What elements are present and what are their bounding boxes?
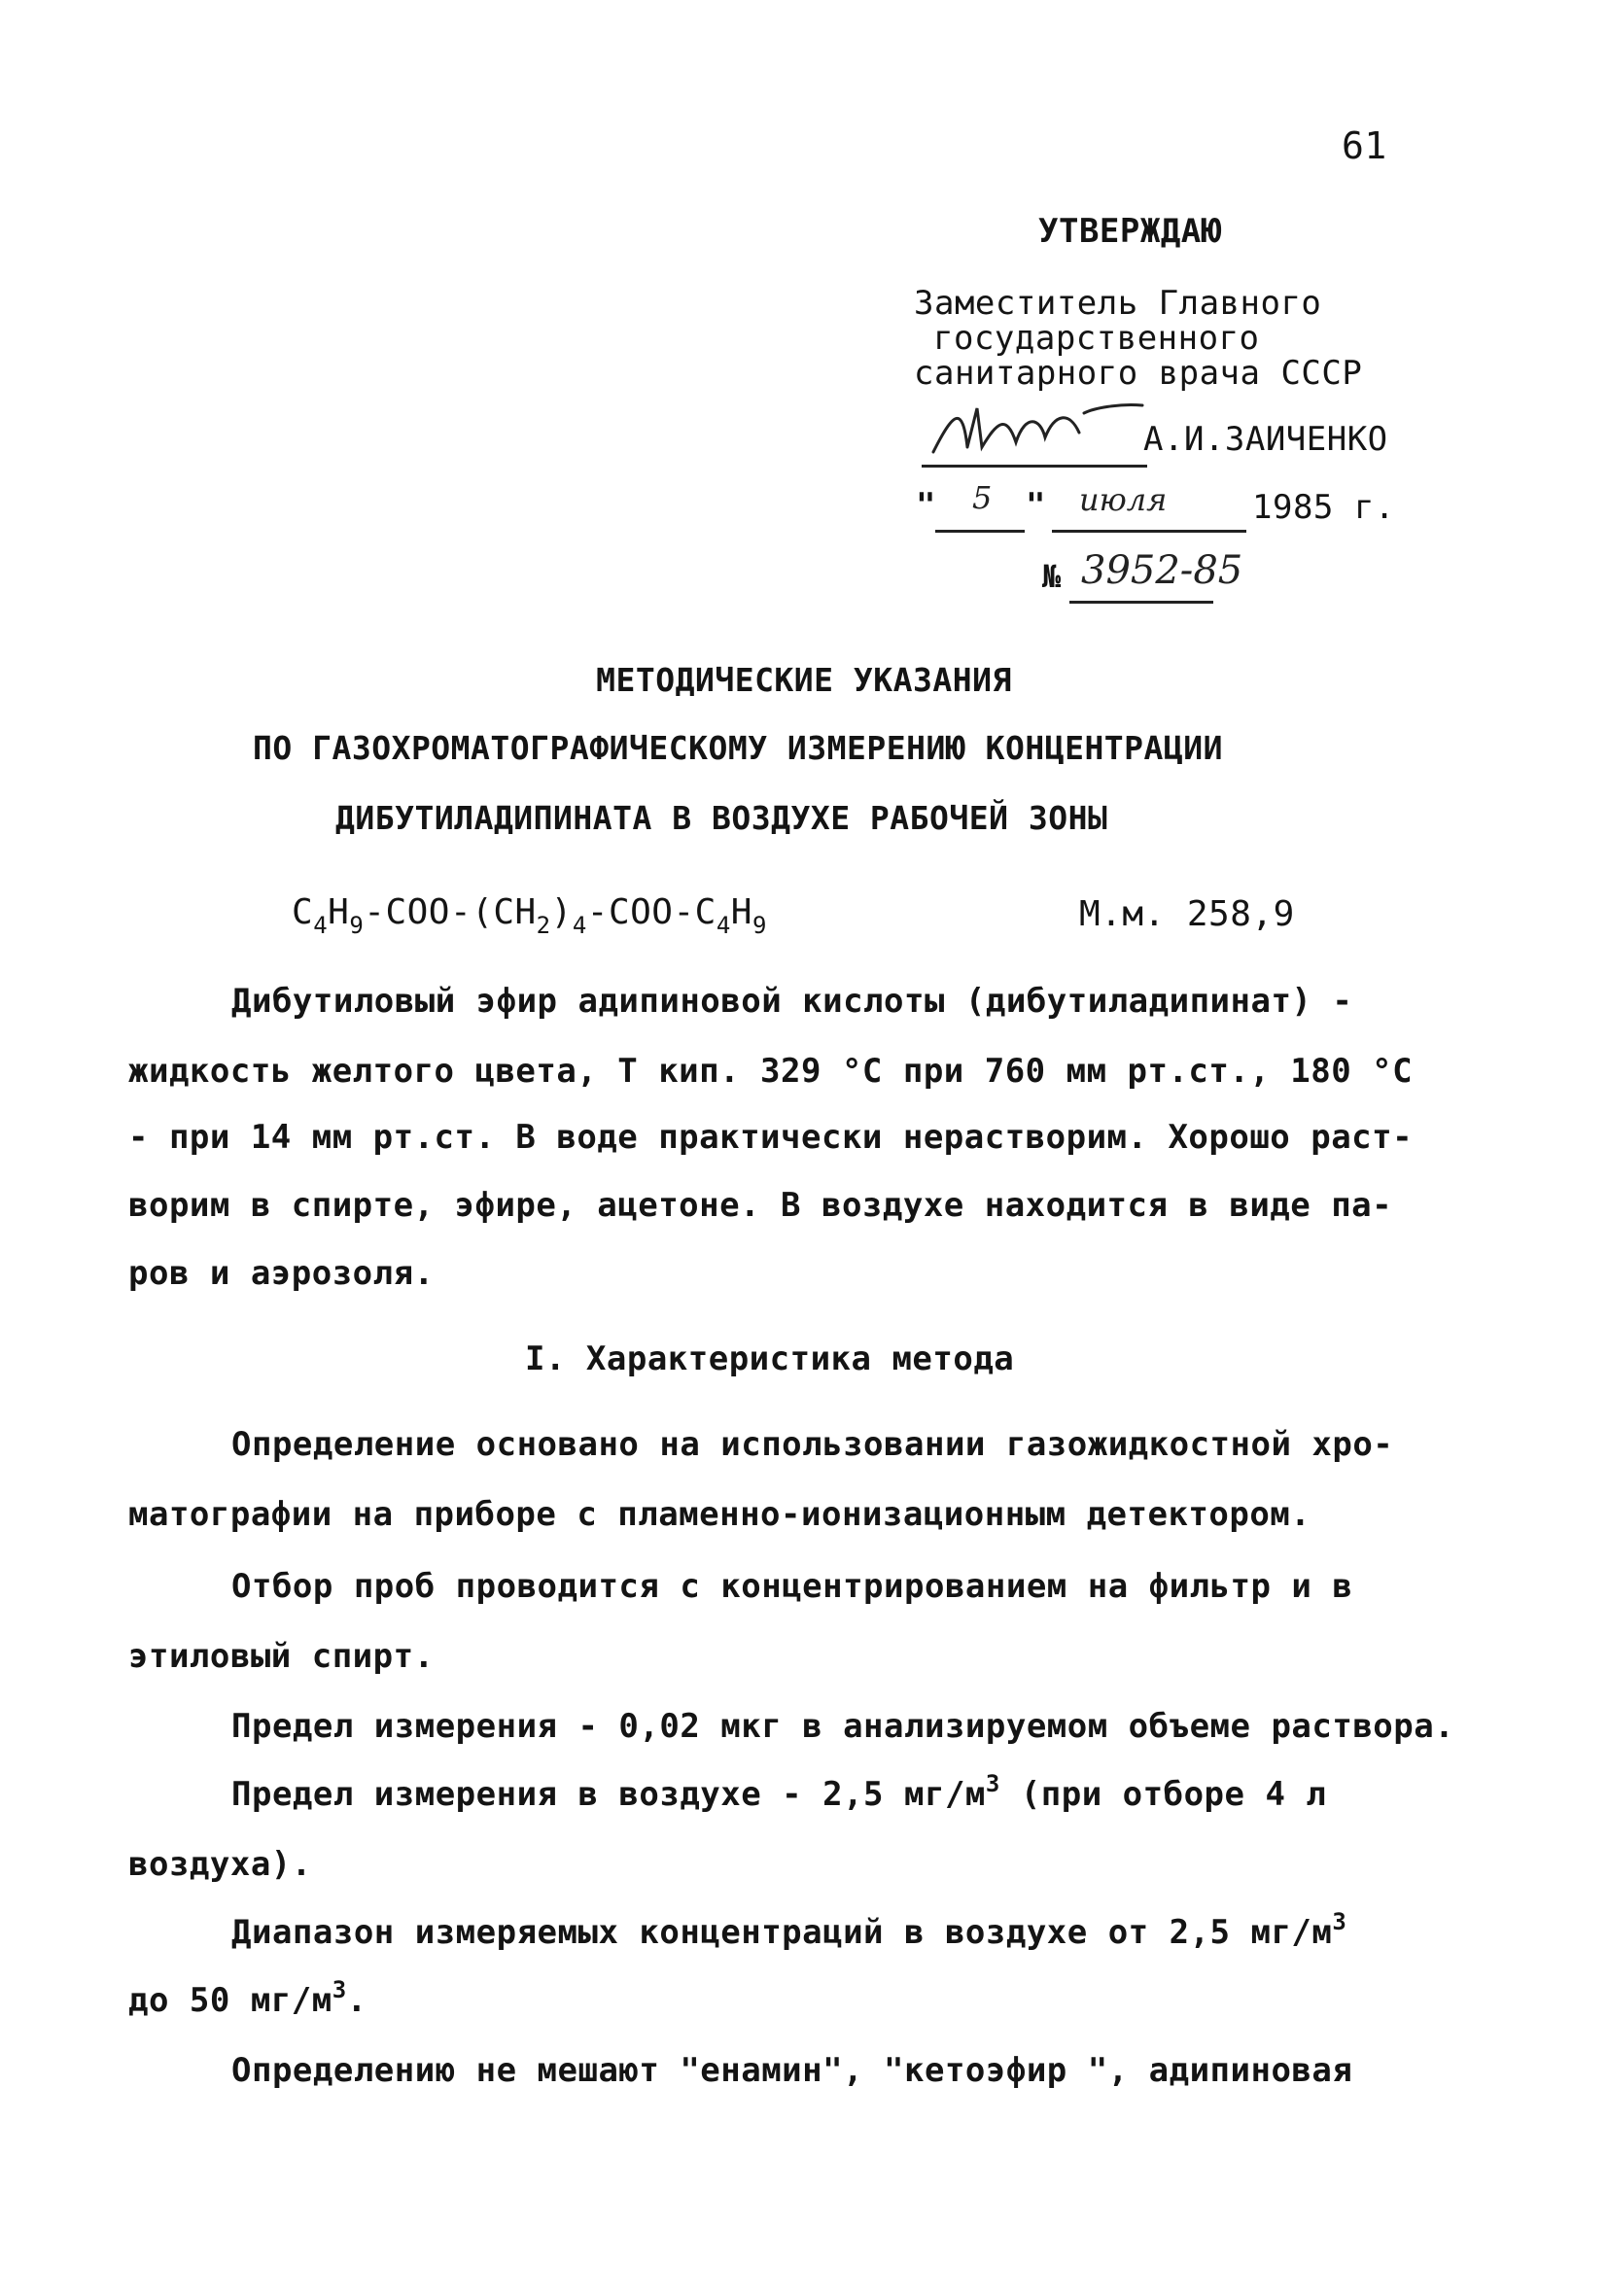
approval-position-line-3: санитарного врача СССР (914, 354, 1363, 393)
section-line-8: Диапазон измеряемых концентраций в воздухе от 2,5 $мг/м^3$ (231, 1908, 1347, 1952)
section-line-5: Предел измерения - 0,02 мкг в анализируемом объеме раствора. (231, 1707, 1455, 1746)
date-close-quote: " (1026, 486, 1046, 525)
approval-position-line-2: государственного (933, 319, 1260, 358)
section-line-10: Определению не мешают "енамин", "кетоэфир ", адипиновая (231, 2051, 1353, 2090)
section-line-2: матографии на приборе с пламенно-ионизационным детектором. (128, 1495, 1311, 1534)
title-line-3: ДИБУТИЛАДИПИНАТА В ВОЗДУХЕ РАБОЧЕЙ ЗОНЫ (335, 799, 1108, 837)
intro-line-2: жидкость желтого цвета, Т кип. 329 °С при 760 мм рт.ст., 180 °С (128, 1052, 1414, 1091)
section-heading: I. Характеристика метода (525, 1339, 1015, 1378)
chemical-formula: $C_4H_9-COO-(CH_2)_4-COO-C_4H_9$ (292, 892, 767, 939)
date-year: 1985 г. (1252, 488, 1395, 527)
approval-heading: УТВЕРЖДАЮ (1038, 212, 1222, 251)
page-number: 61 (1342, 124, 1387, 167)
document-number: 3952-85 (1081, 548, 1243, 593)
title-line-1: МЕТОДИЧЕСКИЕ УКАЗАНИЯ (596, 661, 1012, 699)
approval-position-line-1: Заместитель Главного (914, 284, 1322, 323)
date-month-line (1052, 530, 1246, 533)
intro-line-3: - при 14 мм рт.ст. В воде практически нерастворим. Хорошо раст- (128, 1118, 1414, 1157)
number-line (1069, 601, 1213, 604)
date-day: 5 (972, 479, 993, 516)
intro-line-5: ров и аэрозоля. (128, 1254, 435, 1293)
signature (924, 394, 1157, 471)
date-open-quote: " (916, 486, 936, 525)
title-line-2: ПО ГАЗОХРОМАТОГРАФИЧЕСКОМУ ИЗМЕРЕНИЮ КОНЦЕНТРАЦИИ (253, 729, 1224, 767)
section-line-6: Предел измерения в воздухе - 2,5 $мг/м^3$ (при отборе 4 л (231, 1770, 1327, 1814)
date-day-line (935, 530, 1025, 533)
intro-line-4: ворим в спирте, эфире, ацетоне. В воздухе находится в виде па- (128, 1186, 1393, 1225)
section-line-9: до 50 $мг/м^3$. (128, 1976, 367, 2020)
date-month: июля (1079, 481, 1168, 518)
section-line-7: воздуха). (128, 1845, 312, 1884)
approver-name: А.И.ЗАИЧЕНКО (1143, 420, 1388, 459)
intro-line-1: Дибутиловый эфир адипиновой кислоты (дибутиладипинат) - (231, 982, 1353, 1021)
section-line-3: Отбор проб проводится с концентрированием на фильтр и в (231, 1567, 1353, 1606)
section-line-1: Определение основано на использовании газожидкостной хро- (231, 1425, 1394, 1464)
signature-line (922, 465, 1147, 468)
molar-mass: М.м. 258,9 (1079, 894, 1295, 934)
number-prefix: № (1042, 558, 1062, 595)
section-line-4: этиловый спирт. (128, 1637, 435, 1676)
